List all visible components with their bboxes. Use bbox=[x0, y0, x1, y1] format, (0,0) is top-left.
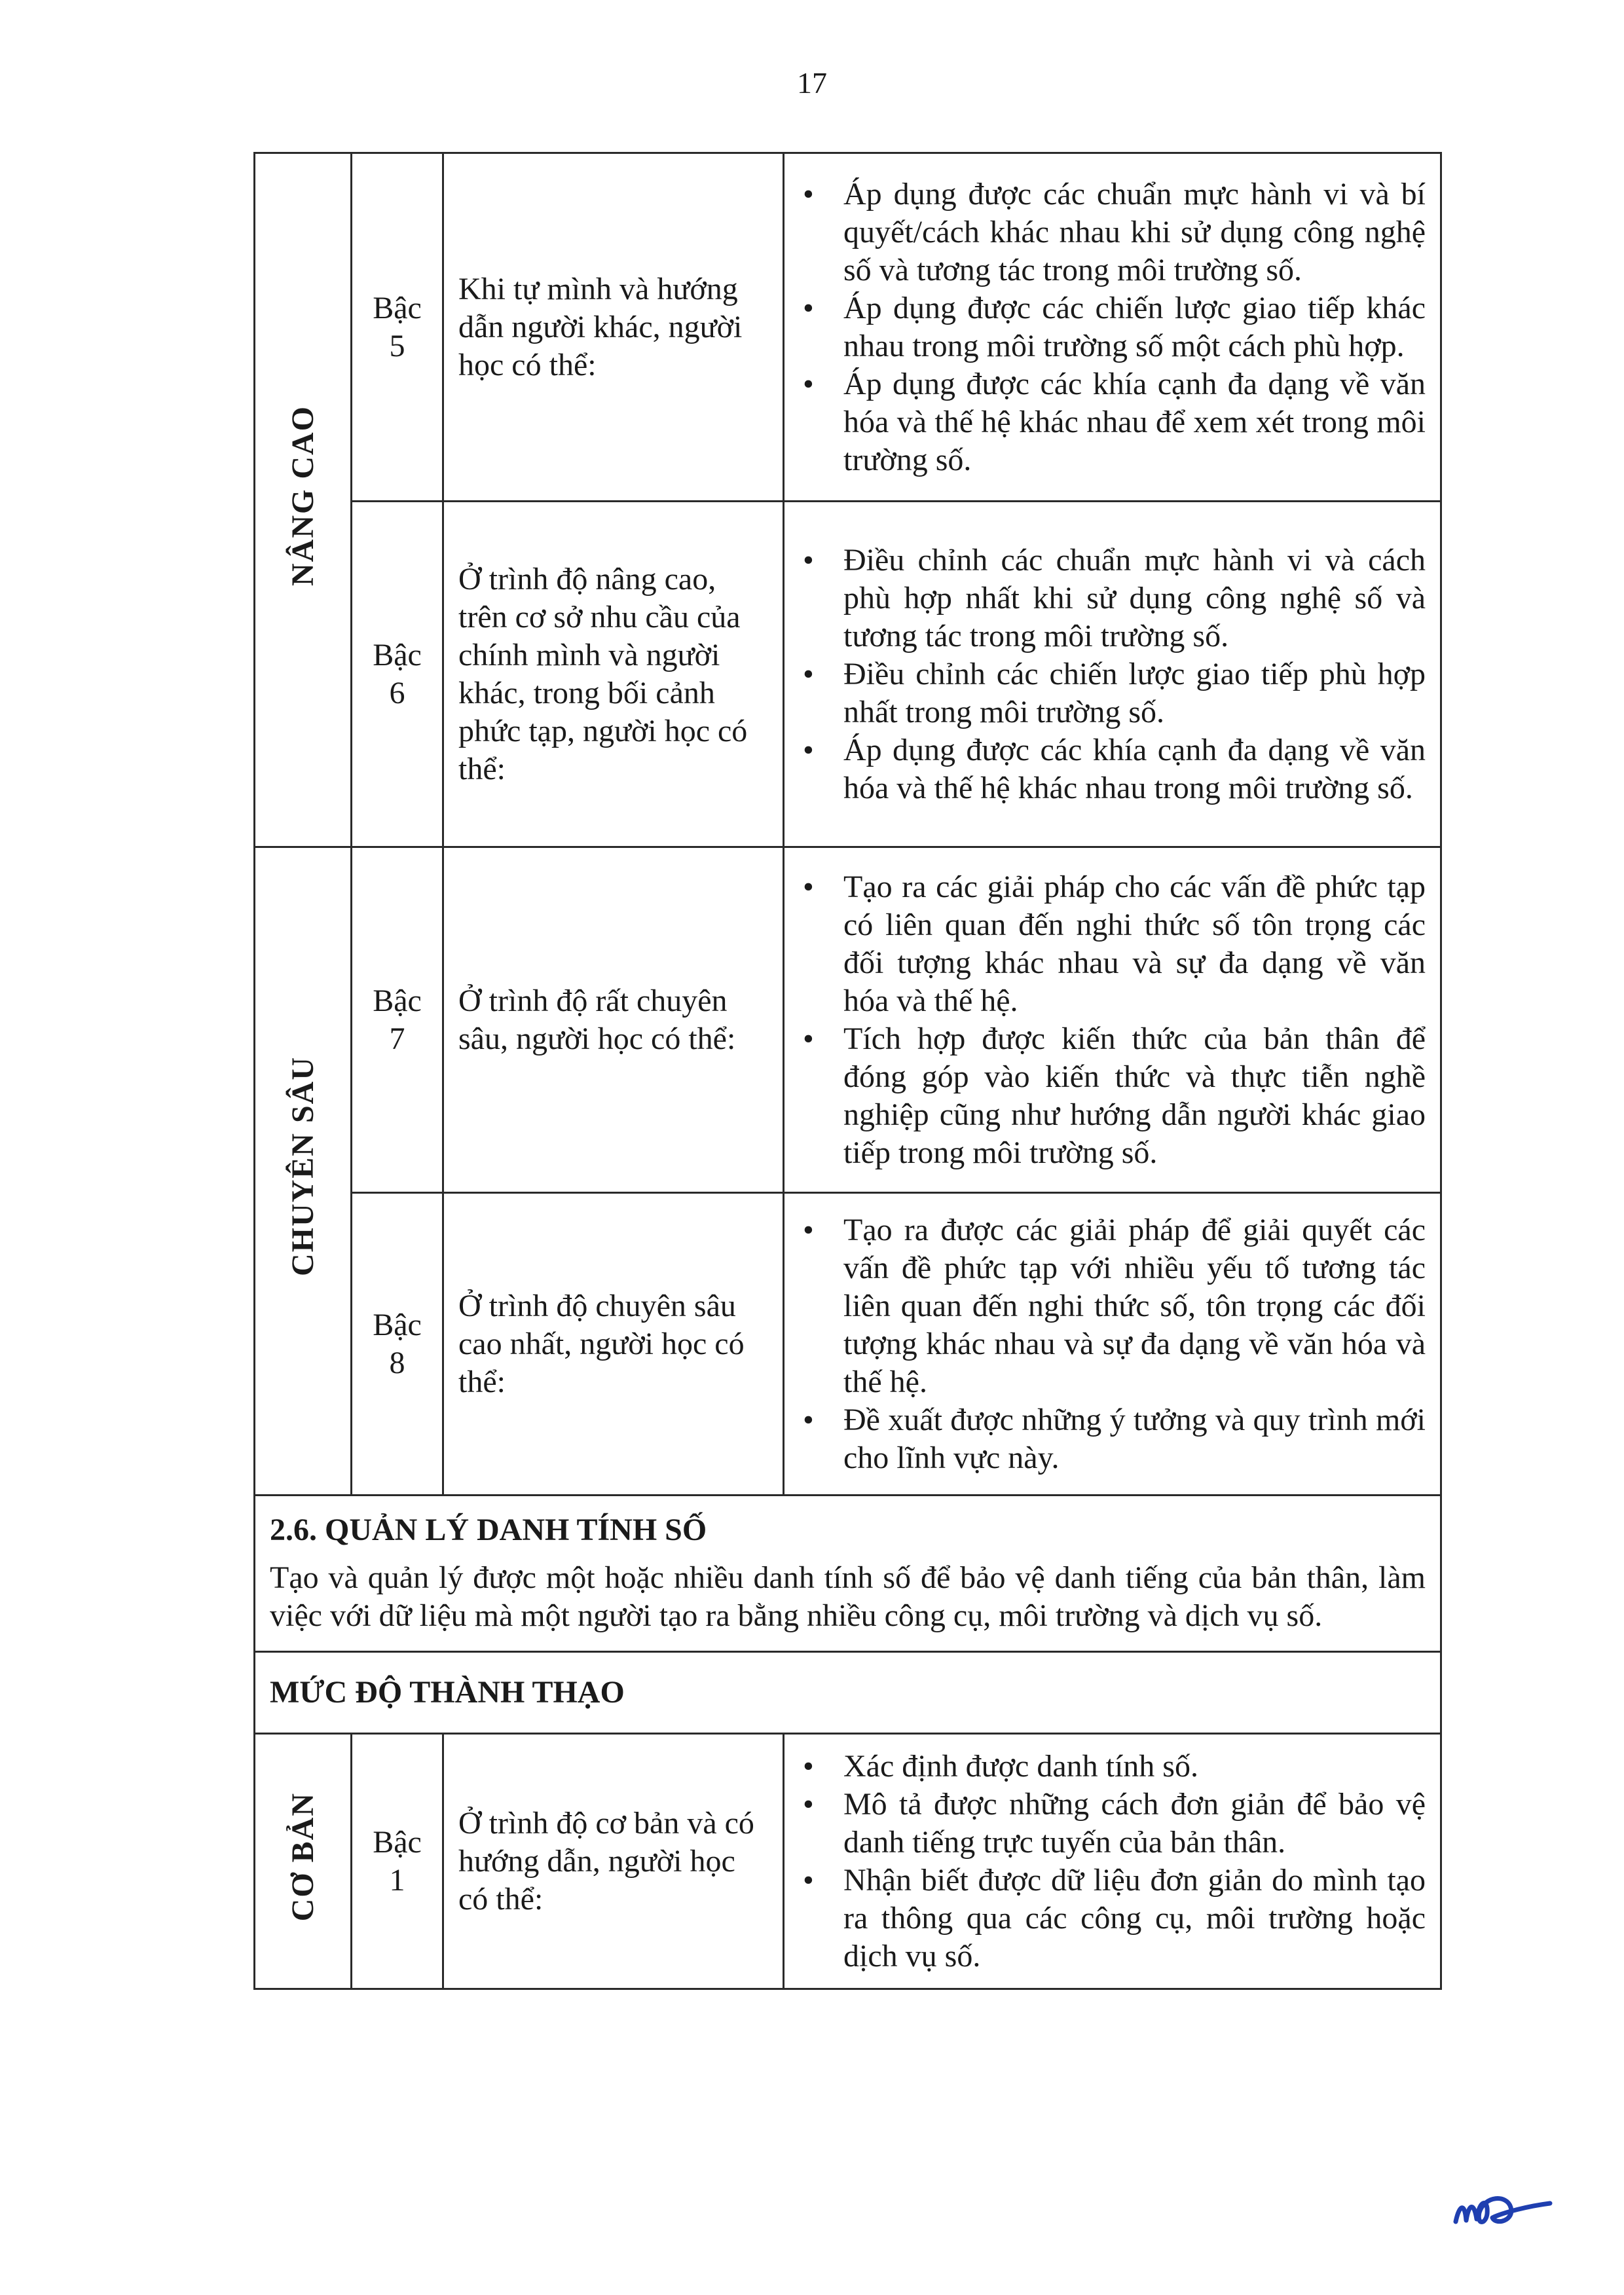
description-list bbox=[796, 1748, 1426, 1975]
group-label-nang-cao: NÂNG CAO bbox=[285, 405, 320, 586]
bullet-icon: • bbox=[803, 732, 814, 767]
list-item: • Áp dụng được các khía cạnh đa dạng về văn hóa và thế hệ khác nhau trong môi trường số. bbox=[803, 732, 1426, 805]
level-number: 6 bbox=[389, 675, 405, 710]
competency-table bbox=[253, 152, 1442, 1990]
signature-icon bbox=[1450, 2184, 1555, 2236]
description-list bbox=[796, 1211, 1426, 1477]
list-item: • Điều chỉnh các chiến lược giao tiếp phù hợp nhất trong môi trường số. bbox=[803, 656, 1426, 729]
level-word: Bậc bbox=[373, 1307, 422, 1342]
list-item: • Nhận biết được dữ liệu đơn giản do mình tạo ra thông qua các công cụ, môi trường hoặc dịch vụ số. bbox=[803, 1862, 1426, 1974]
description-list bbox=[796, 175, 1426, 479]
condition-text: Ở trình độ nâng cao, trên cơ sở nhu cầu của chính mình và người khác, trong bối cảnh phức tạp, người học có thể: bbox=[458, 561, 748, 786]
table-row-bac-5 bbox=[255, 153, 1441, 502]
level-number: 5 bbox=[389, 328, 405, 363]
list-item: • Tích hợp được kiến thức của bản thân để đóng góp vào kiến thức và thực tiễn nghề nghiệp cũng như hướng dẫn người khác giao tiếp trong môi trường số. bbox=[803, 1021, 1426, 1170]
list-item: • Mô tả được những cách đơn giản để bảo vệ danh tiếng trực tuyến của bản thân. bbox=[803, 1786, 1426, 1860]
condition-text: Ở trình độ chuyên sâu cao nhất, người học có thể: bbox=[458, 1288, 745, 1399]
group-label-chuyen-sau: CHUYÊN SÂU bbox=[285, 1056, 320, 1277]
level-cell-8 bbox=[352, 1193, 443, 1496]
section-cell bbox=[255, 1496, 1441, 1652]
level-word: Bậc bbox=[373, 983, 422, 1018]
condition-cell bbox=[443, 502, 784, 847]
table-row-bac-7 bbox=[255, 847, 1441, 1193]
condition-cell bbox=[443, 1734, 784, 1989]
bullet-icon: • bbox=[803, 869, 814, 904]
list-item: • Áp dụng được các chuẩn mực hành vi và bí quyết/cách khác nhau khi sử dụng công nghệ số và tương tác trong môi trường số. bbox=[803, 176, 1426, 287]
list-item: • Điều chỉnh các chuẩn mực hành vi và cách phù hợp nhất khi sử dụng công nghệ số và tương tác trong môi trường số. bbox=[803, 542, 1426, 653]
bullet-icon: • bbox=[803, 366, 814, 401]
level-cell-1 bbox=[352, 1734, 443, 1989]
section-title: 2.6. QUẢN LÝ DANH TÍNH SỐ bbox=[270, 1513, 707, 1547]
bullet-icon: • bbox=[803, 1402, 814, 1437]
bullet-icon: • bbox=[803, 1021, 814, 1056]
list-item: • Áp dụng được các khía cạnh đa dạng về văn hóa và thế hệ khác nhau để xem xét trong môi trường số. bbox=[803, 366, 1426, 477]
bullet-icon: • bbox=[803, 1862, 814, 1898]
description-list bbox=[796, 868, 1426, 1172]
bullet-icon: • bbox=[803, 656, 814, 691]
proficiency-heading-row bbox=[255, 1652, 1441, 1734]
description-cell bbox=[784, 1734, 1441, 1989]
level-number: 7 bbox=[389, 1021, 405, 1056]
table-row-bac-6 bbox=[255, 502, 1441, 847]
description-cell bbox=[784, 1193, 1441, 1496]
group-co-ban bbox=[255, 1734, 352, 1989]
condition-text: Ở trình độ cơ bản và có hướng dẫn, người học có thể: bbox=[458, 1805, 754, 1917]
list-item: • Xác định được danh tính số. bbox=[796, 1748, 1426, 1786]
description-list bbox=[796, 542, 1426, 807]
bullet-icon: • bbox=[803, 1748, 814, 1784]
list-item: • Tạo ra được các giải pháp để giải quyết các vấn đề phức tạp với nhiều yếu tố tương tác liên quan đến nghi thức số, tôn trọng các đối tượng khác nhau và sự đa dạng về văn hóa và thế hệ. bbox=[803, 1212, 1426, 1399]
level-cell-7 bbox=[352, 847, 443, 1193]
level-cell-5 bbox=[352, 153, 443, 502]
level-word: Bậc bbox=[373, 1824, 422, 1860]
list-item: • Áp dụng được các chiến lược giao tiếp khác nhau trong môi trường số một cách phù hợp. bbox=[803, 290, 1426, 363]
page-number: 17 bbox=[797, 66, 827, 100]
group-chuyen-sau bbox=[255, 847, 352, 1496]
condition-text: Ở trình độ rất chuyên sâu, người học có thể: bbox=[458, 983, 736, 1056]
level-cell-6 bbox=[352, 502, 443, 847]
condition-text: Khi tự mình và hướng dẫn người khác, người học có thể: bbox=[458, 271, 743, 382]
condition-cell bbox=[443, 847, 784, 1193]
description-cell bbox=[784, 847, 1441, 1193]
list-item: • Tạo ra các giải pháp cho các vấn đề phức tạp có liên quan đến nghi thức số tôn trọng các đối tượng khác nhau và sự đa dạng về văn hóa và thế hệ. bbox=[803, 869, 1426, 1018]
group-label-co-ban: CƠ BẢN bbox=[285, 1791, 320, 1922]
description-cell bbox=[784, 502, 1441, 847]
section-row bbox=[255, 1496, 1441, 1652]
group-nang-cao bbox=[255, 153, 352, 847]
section-description: Tạo và quản lý được một hoặc nhiều danh tính số để bảo vệ danh tiếng của bản thân, làm việc với dữ liệu mà một người tạo ra bằng nhiều công cụ, môi trường và dịch vụ số. bbox=[270, 1560, 1426, 1633]
bullet-icon: • bbox=[803, 176, 814, 211]
bullet-icon: • bbox=[803, 542, 814, 578]
level-number: 1 bbox=[389, 1862, 405, 1898]
table-row-bac-1 bbox=[255, 1734, 1441, 1989]
condition-cell bbox=[443, 153, 784, 502]
proficiency-heading: MỨC ĐỘ THÀNH THẠO bbox=[255, 1652, 1441, 1734]
description-cell bbox=[784, 153, 1441, 502]
level-number: 8 bbox=[389, 1345, 405, 1380]
list-item: • Đề xuất được những ý tưởng và quy trình mới cho lĩnh vực này. bbox=[803, 1402, 1426, 1475]
bullet-icon: • bbox=[803, 1212, 814, 1247]
level-word: Bậc bbox=[373, 290, 422, 325]
table-row-bac-8 bbox=[255, 1193, 1441, 1496]
level-word: Bậc bbox=[373, 637, 422, 672]
condition-cell bbox=[443, 1193, 784, 1496]
bullet-icon: • bbox=[803, 290, 814, 325]
bullet-icon: • bbox=[803, 1786, 814, 1822]
